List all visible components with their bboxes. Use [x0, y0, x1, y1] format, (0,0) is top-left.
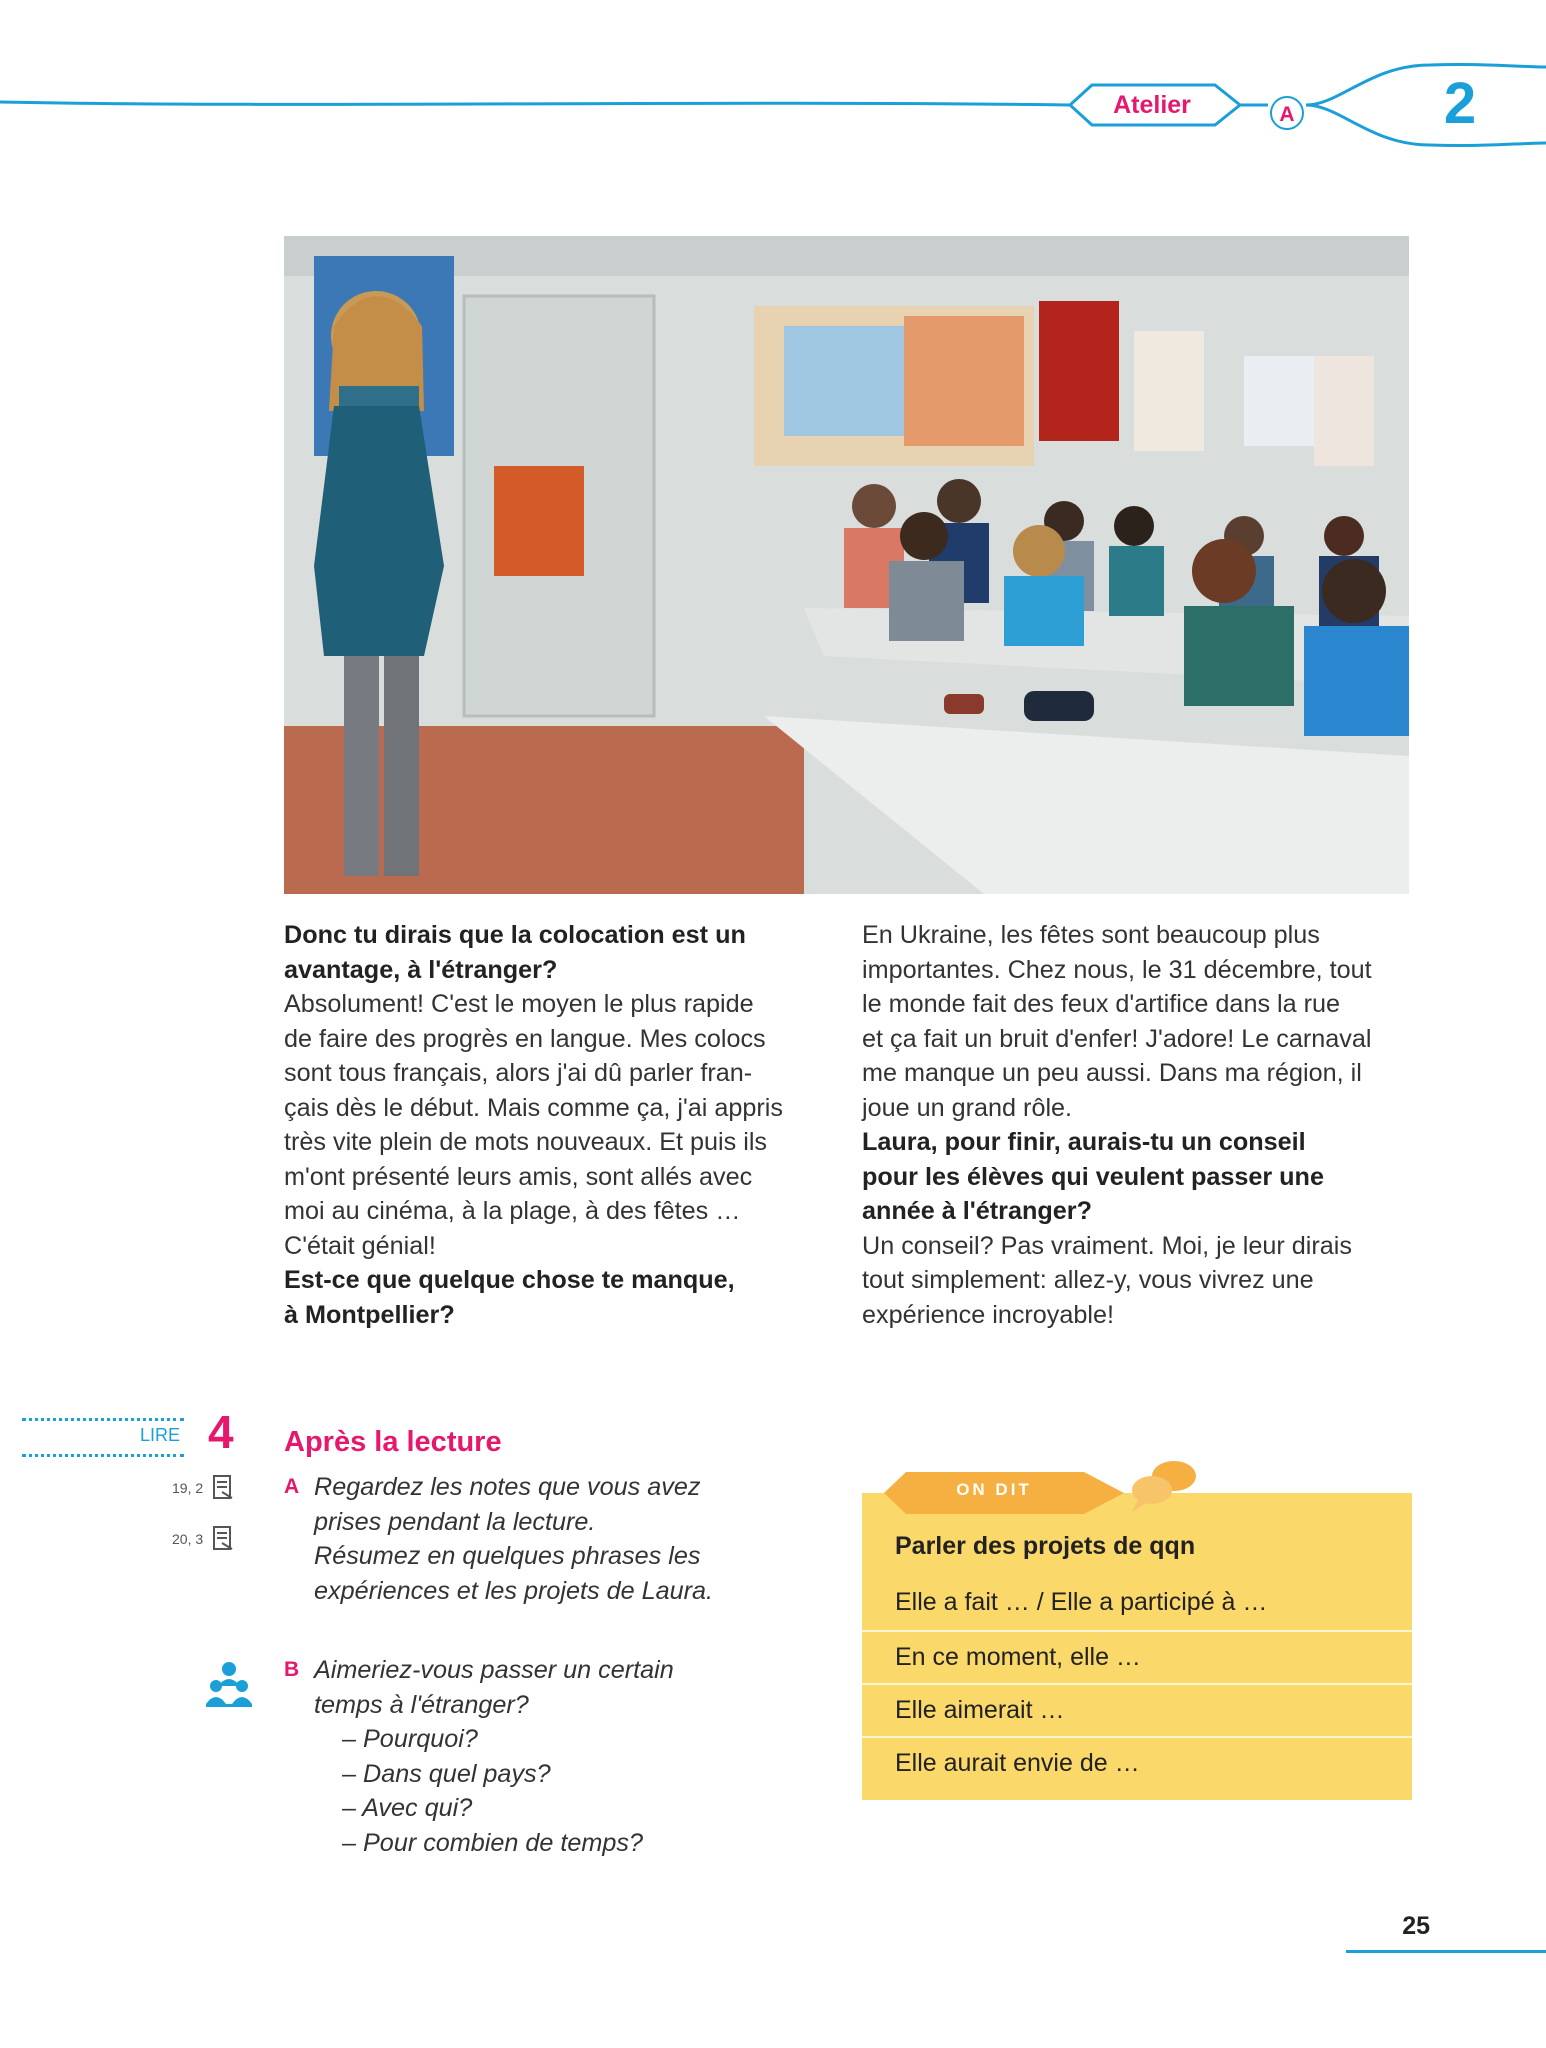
task-line: Résumez en quelques phrases les [314, 1542, 701, 1570]
ondit-title: Parler des projets de qqn [895, 1532, 1196, 1560]
ondit-phrase: Elle aurait envie de … [862, 1736, 1412, 1787]
task-letter: A [284, 1475, 300, 1498]
interview-question-line: Donc tu dirais que la colocation est un [284, 921, 746, 949]
exercise-number: 4 [208, 1406, 234, 1458]
interview-question-line: avantage, à l'étranger? [284, 955, 558, 984]
speech-bubbles-icon [1128, 1460, 1198, 1512]
footer-rule [1346, 1950, 1546, 1953]
interview-answer-line: le monde fait des feux d'artifice dans la rue [862, 990, 1341, 1018]
task-line: Aimeriez-vous passer un certain [314, 1656, 674, 1684]
section-letter-badge: A [1270, 96, 1304, 130]
interview-answer-line: moi au cinéma, à la plage, à des fêtes … [284, 1197, 741, 1225]
interview-answer-line: et ça fait un bruit d'enfer! J'adore! Le carnaval [862, 1024, 1372, 1053]
ondit-phrase: Elle aimerait … [862, 1683, 1412, 1734]
group-work-icon [204, 1660, 254, 1708]
skill-label: LIRE [140, 1425, 181, 1445]
interview-answer-line: Un conseil? Pas vraiment. Moi, je leur dirais [862, 1231, 1352, 1260]
interview-answer-line: expérience incroyable! [862, 1300, 1115, 1329]
interview-answer-line: très vite plein de mots nouveaux. Et puis ils [284, 1128, 768, 1156]
interview-question-line: année à l'étranger? [862, 1197, 1092, 1225]
task-line: expériences et les projets de Laura. [314, 1576, 714, 1605]
task-a [284, 1470, 764, 1608]
interview-answer-line: m'ont présenté leurs amis, sont allés avec [284, 1162, 753, 1191]
workbook-icon [212, 1525, 234, 1551]
section-label: Atelier [1113, 91, 1191, 119]
interview-question-line: Laura, pour finir, aurais-tu un conseil [862, 1128, 1306, 1156]
interview-column-right [862, 918, 1422, 1332]
interview-answer-line: me manque un peu aussi. Dans ma région, il [862, 1059, 1362, 1087]
workbook-ref: 19, 2 [172, 1480, 204, 1496]
interview-question-line: Est-ce que quelque chose te manque, [284, 1266, 735, 1294]
ondit-phrase: Elle a fait … / Elle a participé à … [895, 1588, 1268, 1616]
interview-question-line: à Montpellier? [284, 1300, 455, 1329]
task-letter: B [284, 1658, 300, 1681]
interview-answer-line: tout simplement: allez-y, vous vivrez une [862, 1266, 1314, 1294]
dotted-rule-bottom [22, 1454, 184, 1457]
interview-answer-line: de faire des progrès en langue. Mes colocs [284, 1024, 766, 1053]
dotted-rule-top [22, 1418, 184, 1421]
task-line: temps à l'étranger? [314, 1690, 529, 1719]
workbook-icon [212, 1474, 234, 1500]
interview-answer-line: çais dès le début. Mais comme ça, j'ai appris [284, 1093, 783, 1122]
interview-answer-line: Absolument! C'est le moyen le plus rapide [284, 990, 754, 1018]
task-b [284, 1653, 764, 1860]
interview-question-line: pour les élèves qui veulent passer une [862, 1162, 1324, 1191]
interview-answer-line: En Ukraine, les fêtes sont beaucoup plus [862, 921, 1320, 949]
task-subquestion: – Avec qui? [342, 1794, 473, 1822]
interview-answer-line: joue un grand rôle. [862, 1093, 1073, 1122]
interview-column-left [284, 918, 844, 1332]
page-number: 25 [1402, 1912, 1430, 1940]
task-subquestion: – Pour combien de temps? [342, 1828, 644, 1857]
task-subquestion: – Dans quel pays? [342, 1759, 551, 1788]
classroom-photo [284, 236, 1409, 894]
ondit-label: ON DIT [956, 1480, 1032, 1499]
exercise-title: Après la lecture [284, 1426, 502, 1458]
header-line [0, 55, 1546, 165]
workbook-ref: 20, 3 [172, 1531, 204, 1547]
interview-answer-line: C'était génial! [284, 1231, 436, 1260]
chapter-number: 2 [1443, 71, 1477, 136]
task-subquestion: – Pourquoi? [342, 1725, 478, 1753]
task-line: prises pendant la lecture. [314, 1507, 596, 1536]
interview-answer-line: sont tous français, alors j'ai dû parler fran- [284, 1059, 753, 1087]
interview-answer-line: importantes. Chez nous, le 31 décembre, tout [862, 955, 1372, 984]
task-line: Regardez les notes que vous avez [314, 1473, 701, 1501]
ondit-phrase: En ce moment, elle … [862, 1630, 1412, 1681]
